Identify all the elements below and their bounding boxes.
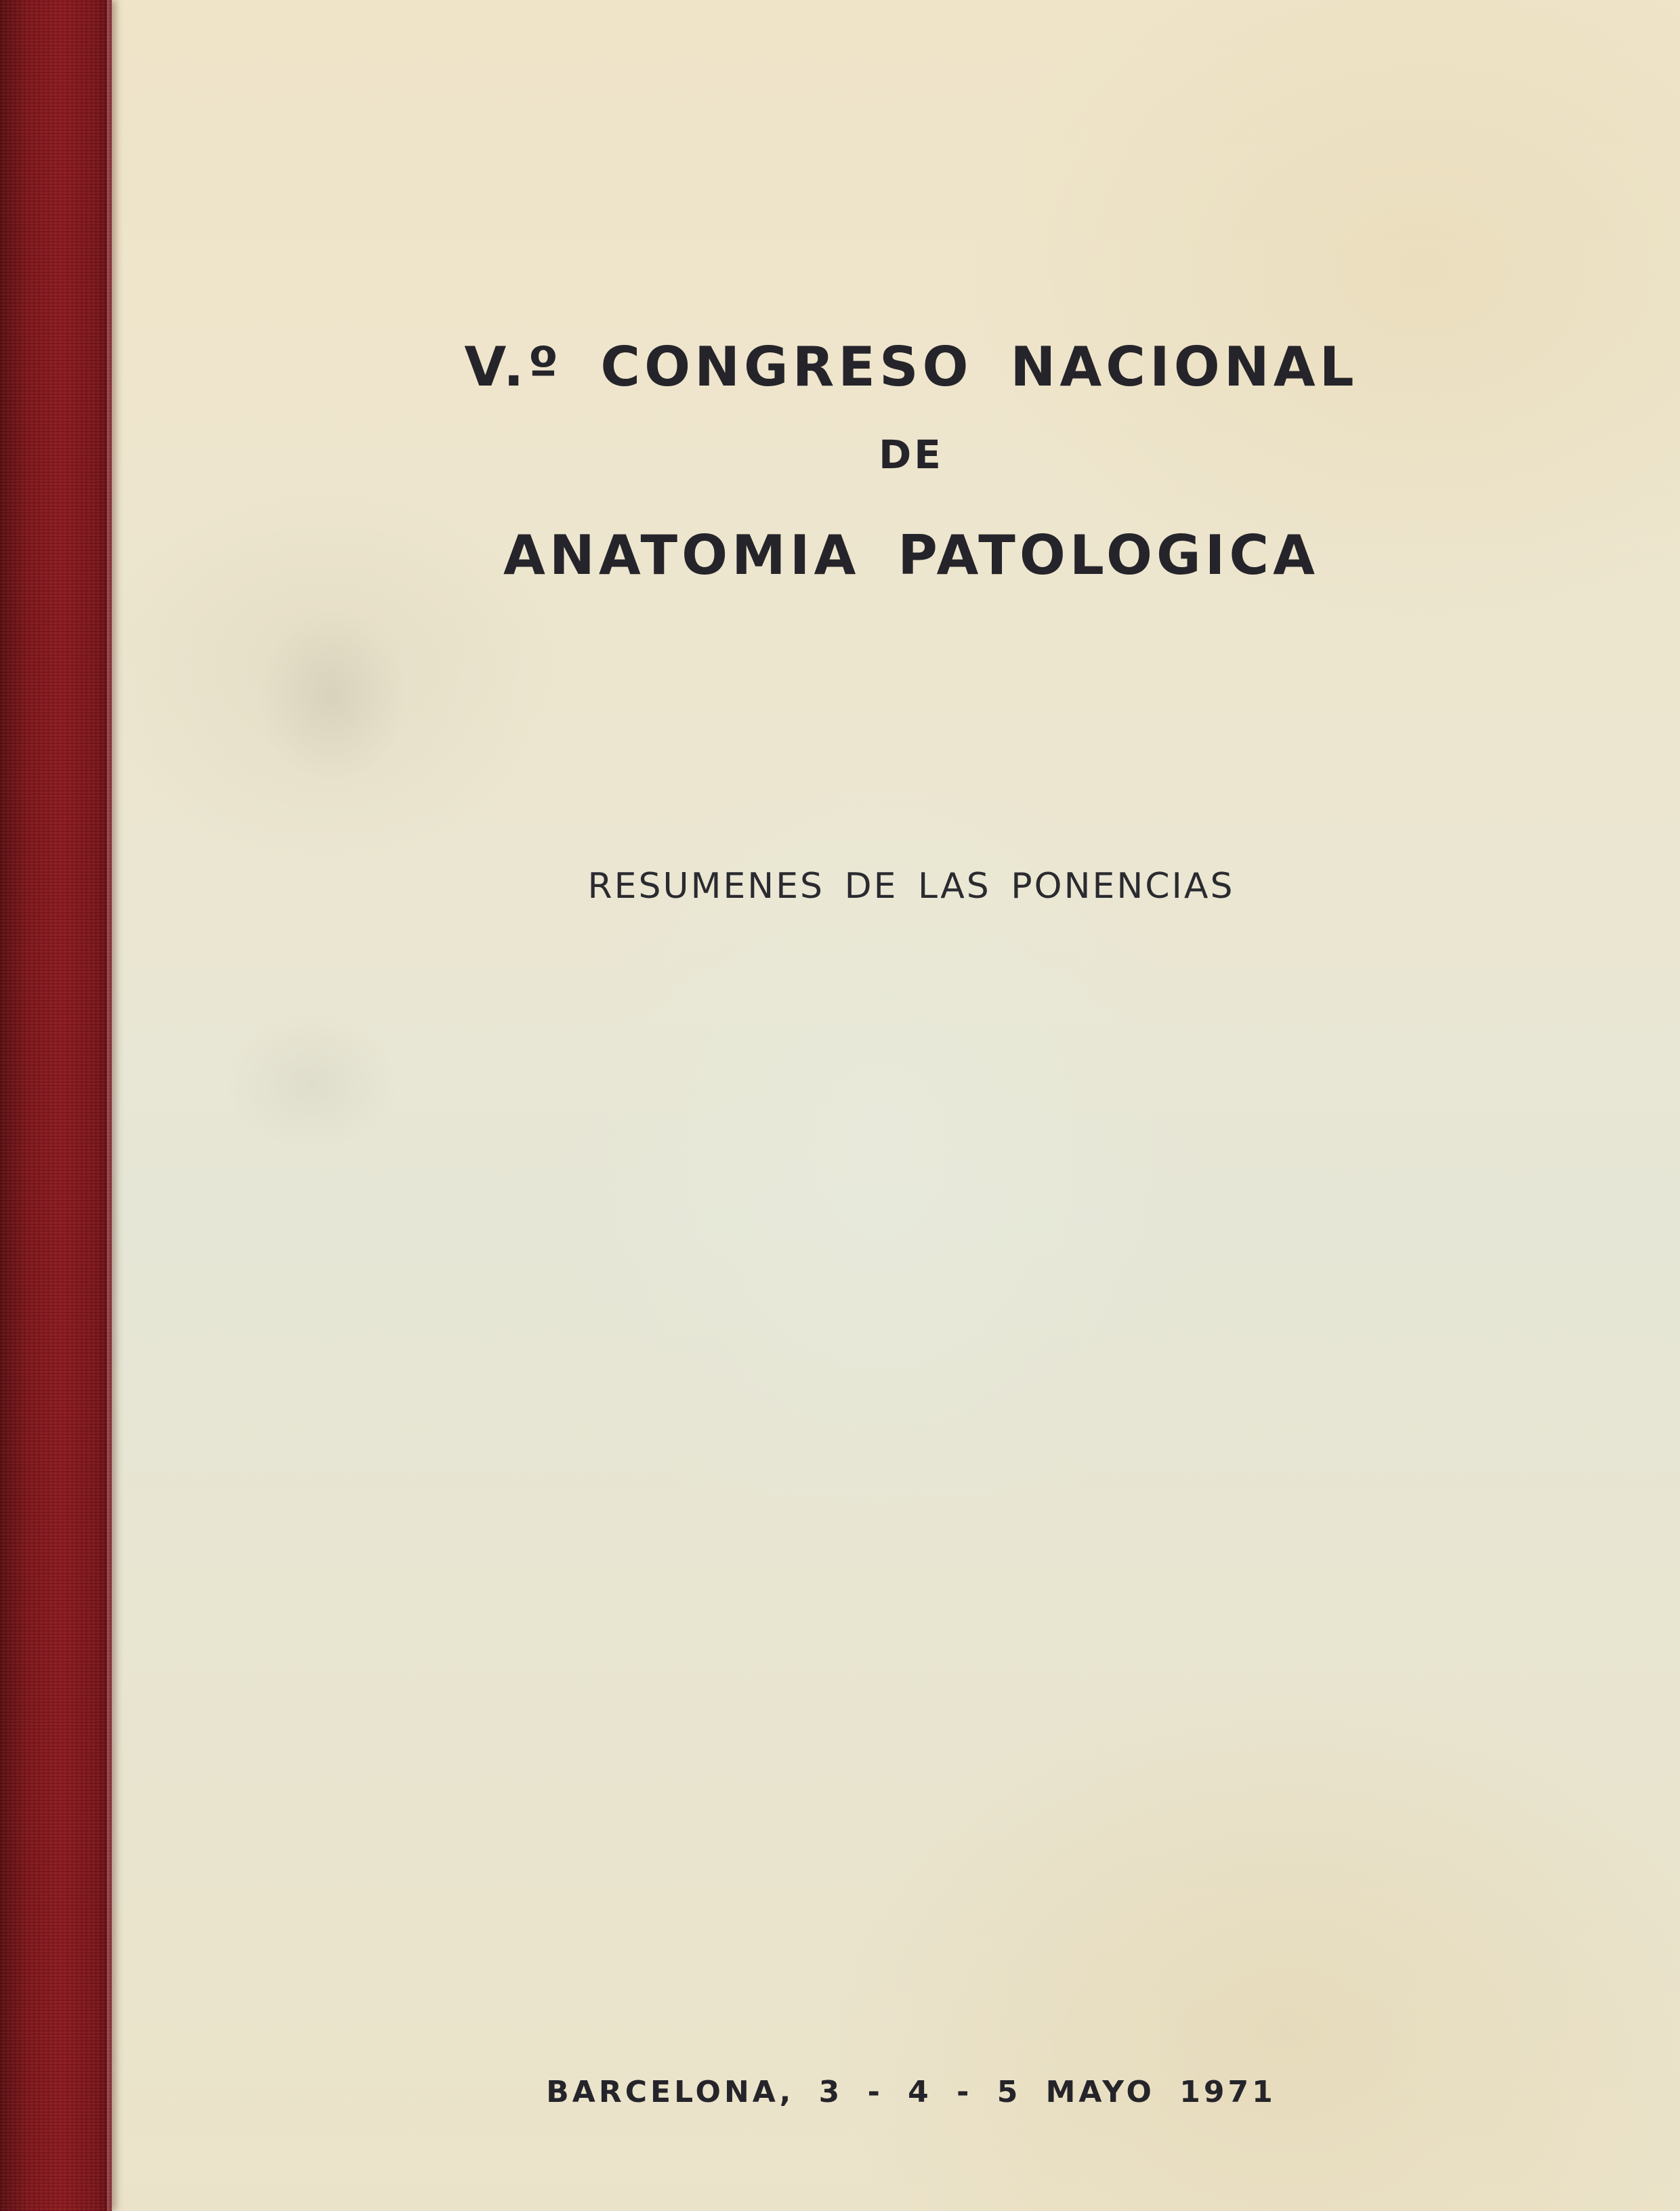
cover-subtitle: RESUMENES DE LAS PONENCIAS [587, 866, 1235, 907]
paper-stain [257, 610, 406, 786]
title-line-congreso: V.º CONGRESO NACIONAL [464, 335, 1358, 398]
cover-footer-place-date: BARCELONA, 3 - 4 - 5 MAYO 1971 [546, 2075, 1276, 2109]
cover-title [379, 325, 1443, 596]
spine-edge [107, 0, 114, 2211]
title-line-de: DE [879, 432, 944, 478]
paper-stain [224, 1016, 400, 1152]
book-spine [0, 0, 112, 2211]
title-line-anatomia: ANATOMIA PATOLOGICA [503, 524, 1320, 587]
